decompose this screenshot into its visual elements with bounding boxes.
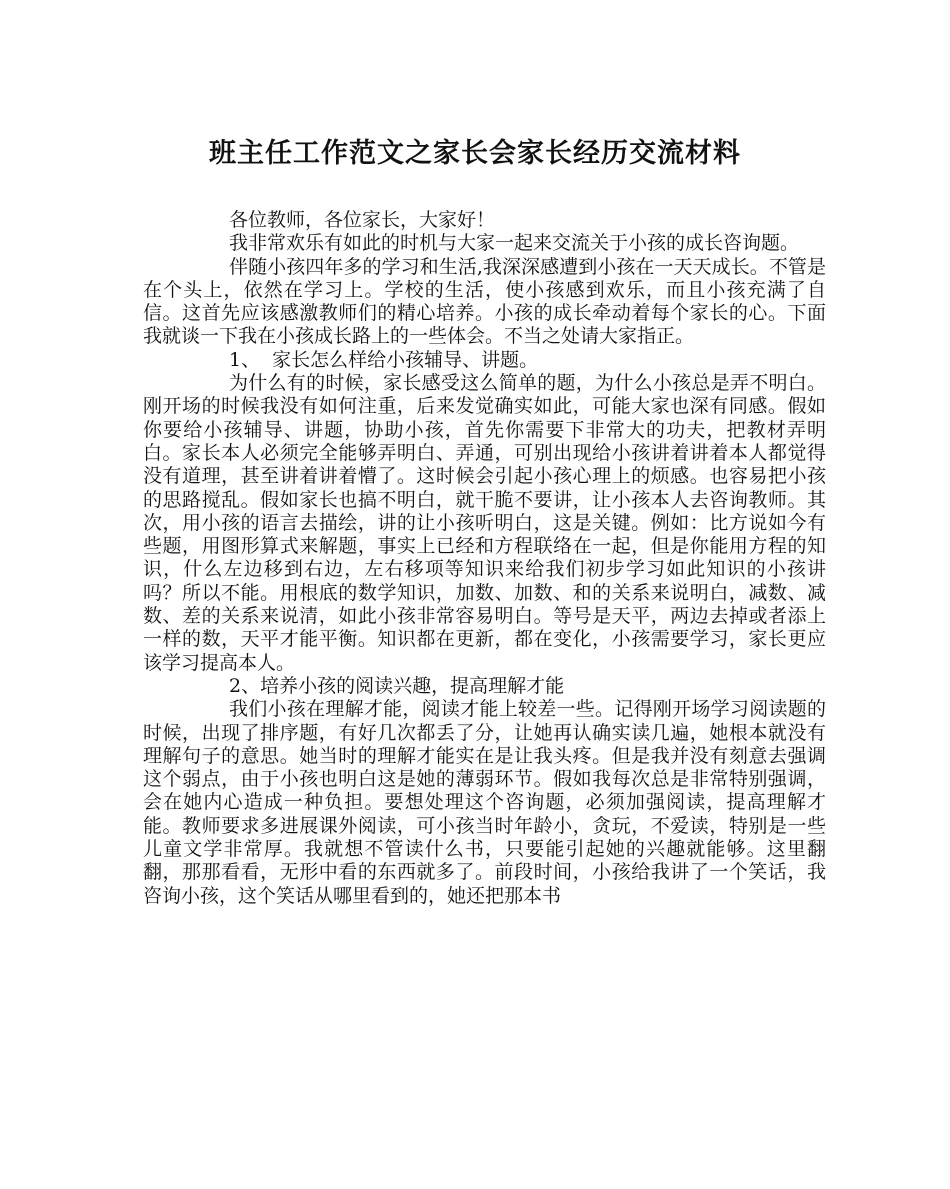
body-paragraph: 伴随小孩四年多的学习和生活,我深深感遭到小孩在一天天成长。不管是在个头上，依然在学习上。学校的生活，使小孩感到欢乐，而且小孩充满了自信。这首先应该感激教师们的精心培养。小孩的成长牵动着每个家长的心。下面我就谈一下我在小孩成长路上的一些体会。不当之处请大家指正。 — [143, 255, 826, 348]
body-paragraph: 我们小孩在理解才能，阅读才能上较差一些。记得刚开场学习阅读题的时候，出现了排序题，有好几次都丢了分，让她再认确实读几遍，她根本就没有理解句子的意思。她当时的理解才能实在是让我头疼。但是我并没有刻意去强调这个弱点，由于小孩也明白这是她的薄弱环节。假如我每次总是非常特别强调，会在她内心造成一种负担。要想处理这个咨询题，必须加强阅读，提高理解才能。教师要求多进展课外阅读，可小孩当时年龄小，贪玩，不爱读，特别是一些儿童文学非常厚。我就想不管读什么书，只要能引起她的兴趣就能够。这里翻翻，那那看看，无形中看的东西就多了。前段时间，小孩给我讲了一个笑话，我咨询小孩，这个笑话从哪里看到的，她还把那本书 — [143, 698, 826, 907]
body-paragraph: 为什么有的时候，家长感受这么简单的题，为什么小孩总是弄不明白。刚开场的时候我没有如何注重，后来发觉确实如此，可能大家也深有同感。假如你要给小孩辅导、讲题，协助小孩，首先你需要下非常大的功夫，把教材弄明白。家长本人必须完全能够弄明白、弄通，可别出现给小孩讲着讲着本人都觉得没有道理，甚至讲着讲着懵了。这时候会引起小孩心理上的烦感。也容易把小孩的思路搅乱。假如家长也搞不明白，就干脆不要讲，让小孩本人去咨询教师。其次，用小孩的语言去描绘，讲的让小孩听明白，这是关键。例如：比方说如今有些题，用图形算式来解题，事实上已经和方程联络在一起，但是你能用方程的知识，什么左边移到右边，左右移项等知识来给我们初步学习如此知识的小孩讲吗？所以不能。用根底的数学知识，加数、加数、和的关系来说明白，减数、减数、差的关系来说清，如此小孩非常容易明白。等号是天平，两边去掉或者添上一样的数，天平才能平衡。知识都在更新，都在变化，小孩需要学习，家长更应该学习提高本人。 — [143, 372, 826, 674]
document-title: 班主任工作范文之家长会家长经历交流材料 — [209, 138, 741, 169]
section-heading: 1、 家长怎么样给小孩辅导、讲题。 — [229, 348, 539, 371]
section-heading: 2、培养小孩的阅读兴趣，提高理解才能 — [229, 674, 565, 697]
greeting-paragraph: 各位教师，各位家长，大家好！ — [229, 209, 496, 231]
document-body — [143, 209, 826, 908]
intro-paragraph: 我非常欢乐有如此的时机与大家一起来交流关于小孩的成长咨询题。 — [229, 232, 800, 255]
